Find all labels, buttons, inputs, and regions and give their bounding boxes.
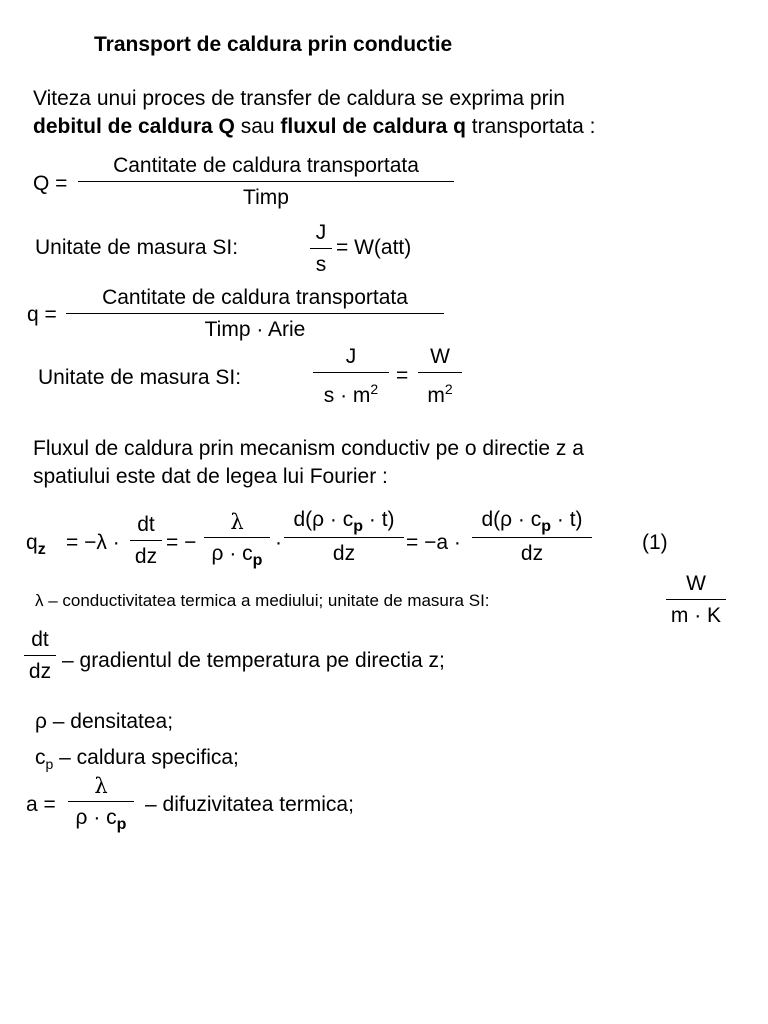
unit-q-fraction-1 (313, 345, 389, 408)
eq-Q-lhs: Q = (33, 172, 68, 195)
eq-Q-fraction (78, 154, 454, 210)
eq1-f4-p: p (541, 518, 552, 535)
unit-q-den-1-text: s · m (323, 384, 371, 407)
a-den (76, 806, 127, 832)
a-den-text: ρ · c (75, 806, 117, 829)
fraction-bar (472, 537, 592, 538)
fourier-line-2: spatiului este dat de legea lui Fourier : (33, 465, 388, 488)
eq1-f3-p: p (353, 518, 364, 535)
fraction-bar (130, 540, 162, 541)
cp-text: – caldura specifica; (53, 746, 239, 769)
eq1-f2-p: p (252, 552, 263, 569)
intro-line-1: Viteza unui proces de transfer de caldura se exprima prin (33, 87, 565, 110)
cp-definition (35, 744, 239, 778)
fraction-bar (78, 181, 454, 182)
eq-Q-numerator: Cantitate de caldura transportata (113, 154, 419, 177)
a-num: λ (94, 774, 108, 798)
eq1-dot: · (275, 531, 282, 554)
eq1-fraction-3 (284, 508, 404, 566)
a-definition: – difuzivitatea termica; (145, 793, 354, 816)
eq1-f4-num-b: · t) (551, 508, 583, 531)
eq1-part-b: = − (166, 531, 197, 554)
grad-num: dt (31, 628, 49, 651)
unit-q-den-1 (324, 377, 378, 408)
fraction-bar (284, 537, 404, 538)
unit-q-equals: = (396, 364, 409, 387)
a-den-p: p (116, 816, 127, 833)
eq-q-lhs: q = (27, 303, 57, 326)
eq1-f3-den: dz (332, 542, 356, 565)
eq1-part-a: = −λ · (66, 531, 120, 554)
lambda-definition: λ – conductivitatea termica a mediului; unitate de masura SI: (35, 591, 490, 610)
fraction-bar (418, 372, 462, 373)
eq1-q-symbol: q (26, 531, 38, 554)
fourier-line-1: Fluxul de caldura prin mecanism conductiv pe o directie z a (33, 437, 584, 460)
unit-q-den-2-text: m (427, 384, 445, 407)
eq-q-denominator: Timp · Arie (204, 318, 306, 341)
grad-fraction (24, 628, 56, 684)
intro-mid: sau (234, 115, 281, 138)
cp-p-subscript: p (45, 756, 54, 773)
fraction-bar (204, 537, 270, 538)
unit-q-label: Unitate de masura SI: (38, 366, 242, 389)
lambda-unit-num: W (686, 572, 706, 595)
cp-c: c (35, 746, 46, 769)
lambda-unit-den: m · K (670, 604, 722, 627)
eq1-f2-den-text: ρ · c (211, 542, 253, 565)
fraction-bar (66, 313, 444, 314)
unit-q-num-2: W (430, 345, 450, 368)
unit-q-exp-1: 2 (370, 381, 379, 397)
eq1-fraction-lambda (204, 510, 270, 568)
unit-q-fraction-2 (418, 345, 462, 408)
fraction-bar (310, 248, 332, 249)
intro-line-2 (33, 113, 596, 140)
eq1-f4-den: dz (520, 542, 544, 565)
fraction-bar (666, 599, 726, 600)
intro-end: transportata : (465, 115, 596, 138)
eq1-f4-num-a: d(ρ · c (481, 508, 542, 531)
unit-Q-rhs: = W(att) (336, 236, 412, 259)
intro-bold-debit: debitul de caldura Q (33, 115, 235, 138)
grad-den: dz (28, 660, 52, 683)
eq1-f3-num-a: d(ρ · c (293, 508, 354, 531)
eq1-f3-num-b: · t) (363, 508, 395, 531)
eq-q-fraction (66, 286, 444, 342)
eq1-f2-den (212, 542, 263, 568)
unit-Q-num: J (315, 221, 327, 244)
unit-Q-fraction (310, 221, 332, 277)
eq1-q (26, 531, 46, 558)
unit-q-exp-2: 2 (444, 381, 453, 397)
eq1-f4-num (481, 508, 582, 534)
unit-Q-label: Unitate de masura SI: (35, 236, 239, 259)
eq1-f1-num: dt (137, 513, 155, 536)
eq1-f2-num: λ (230, 510, 244, 534)
a-lhs: a = (26, 793, 56, 816)
eq1-fraction-dtdz (130, 513, 162, 569)
eq1-z-subscript: z (37, 541, 46, 558)
unit-q-den-2 (427, 377, 452, 408)
eq1-f3-num (293, 508, 394, 534)
eq-Q-denominator: Timp (243, 186, 289, 209)
unit-Q-den: s (315, 253, 327, 276)
unit-q-num-1: J (345, 345, 357, 368)
eq1-number: (1) (642, 531, 668, 554)
rho-definition: ρ – densitatea; (35, 710, 174, 733)
fraction-bar (24, 655, 56, 656)
eq1-f1-den: dz (134, 545, 158, 568)
grad-definition: – gradientul de temperatura pe directia z; (62, 649, 445, 672)
lambda-unit-fraction (666, 572, 726, 628)
page-title: Transport de caldura prin conductie (94, 33, 453, 56)
eq1-part-c: = −a · (406, 531, 461, 554)
intro-bold-flux: fluxul de caldura q (280, 115, 466, 138)
eq1-fraction-4 (472, 508, 592, 566)
a-fraction (68, 774, 134, 832)
fraction-bar (313, 372, 389, 373)
fraction-bar (68, 801, 134, 802)
eq-q-numerator: Cantitate de caldura transportata (102, 286, 408, 309)
